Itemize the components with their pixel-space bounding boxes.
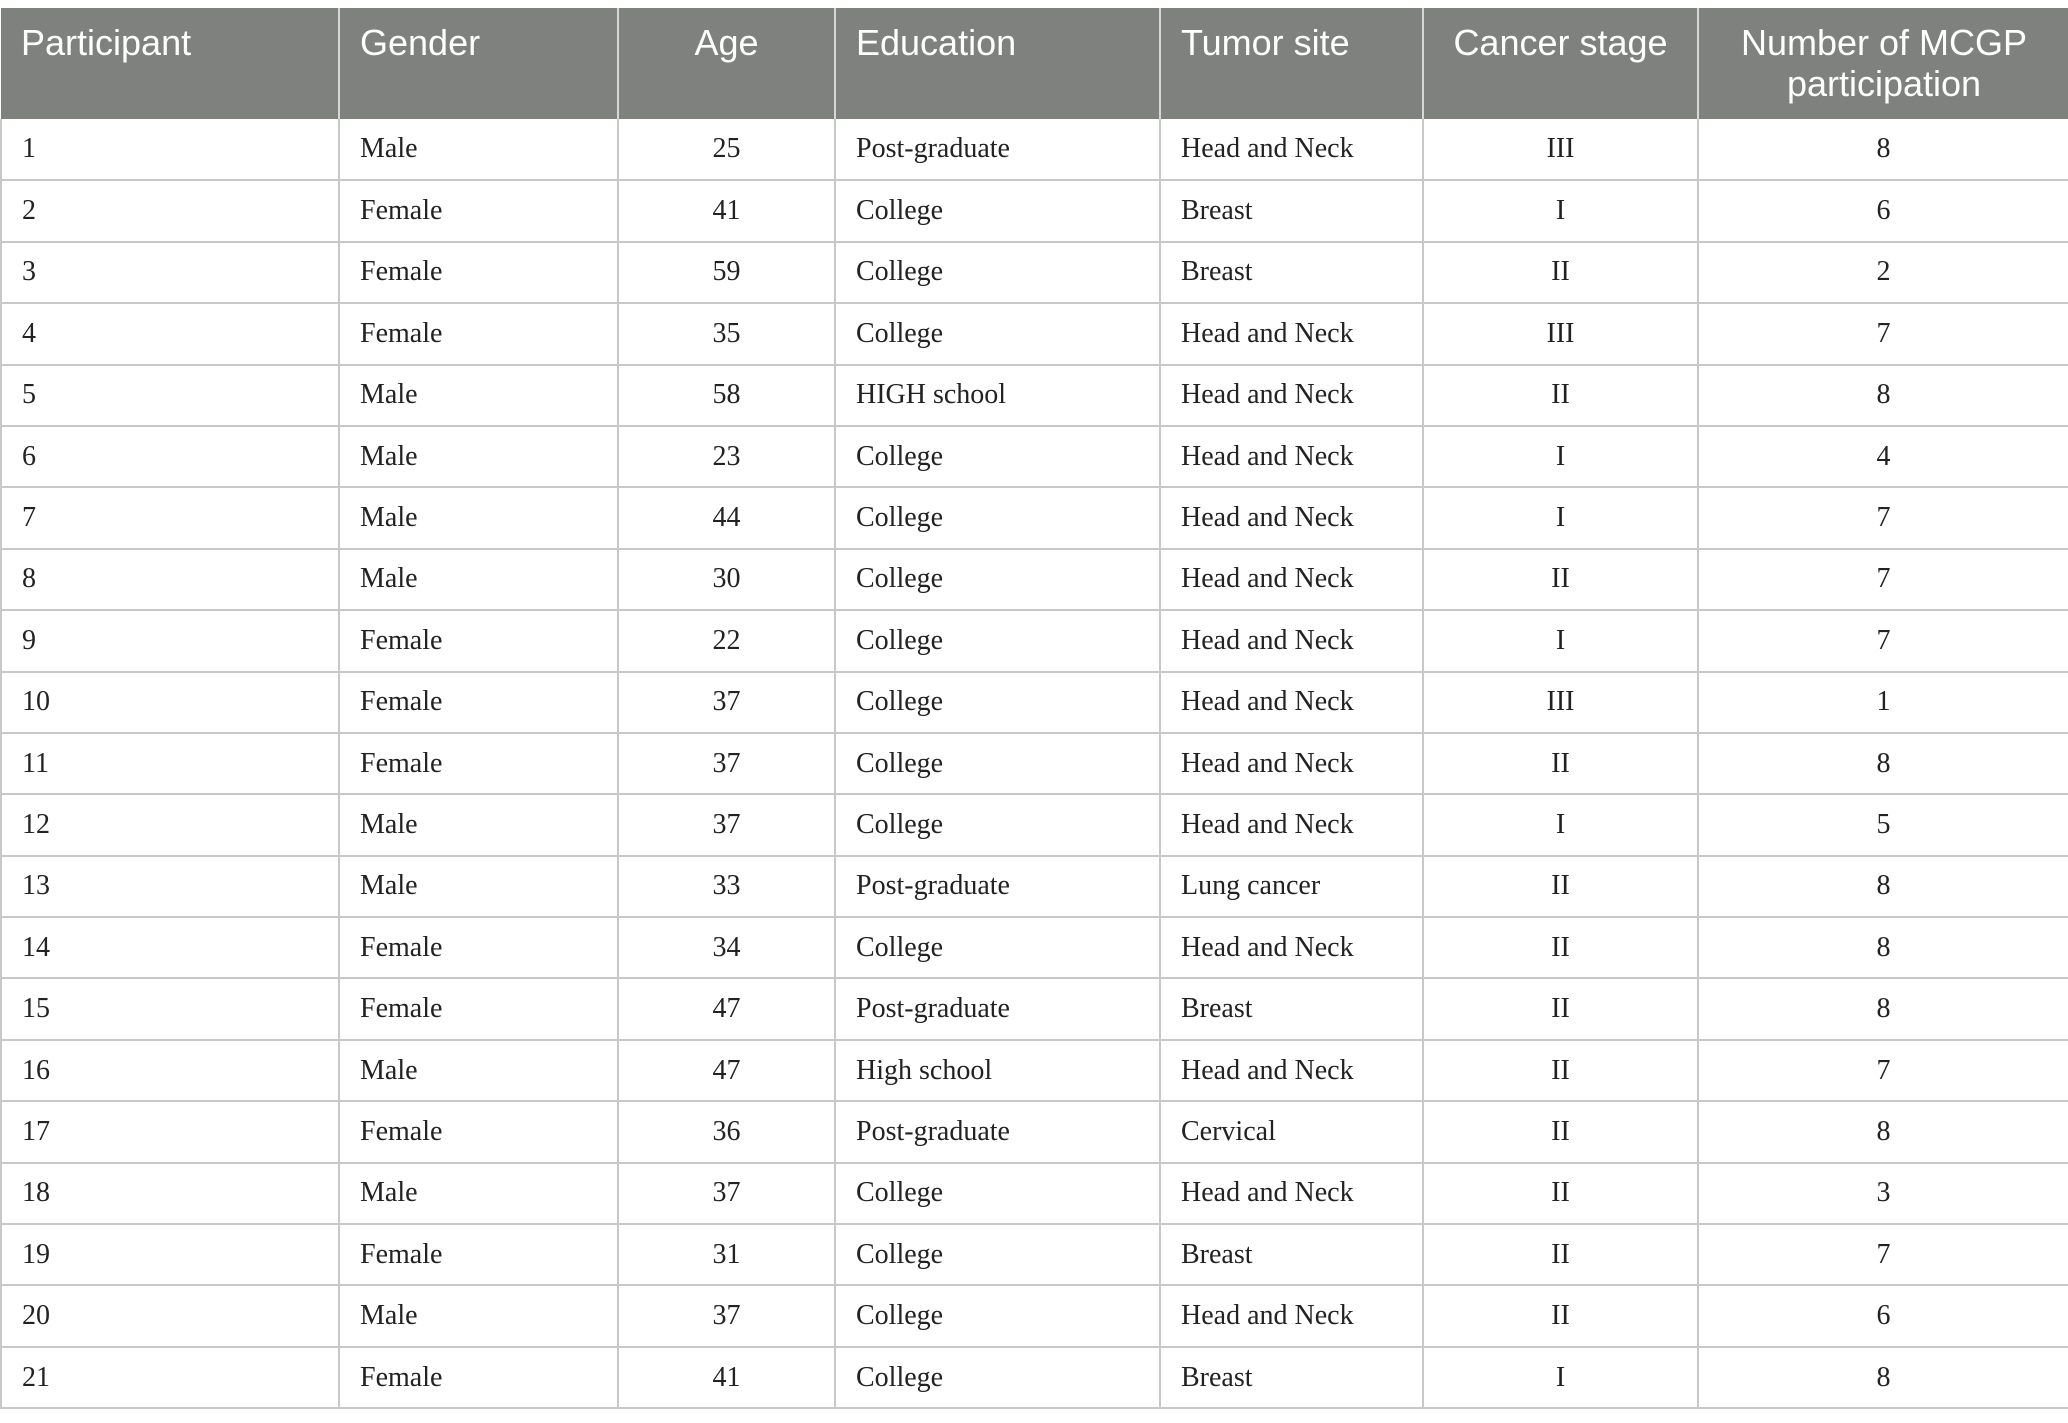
cell-gender: Female [339,978,618,1039]
cell-gender: Male [339,487,618,548]
cell-education: College [835,242,1160,303]
cell-age: 34 [618,917,835,978]
header-age: Age [618,8,835,119]
table-row [1,1347,2068,1408]
cell-tumor-site: Breast [1160,242,1423,303]
cell-education: HIGH school [835,365,1160,426]
cell-tumor-site: Breast [1160,978,1423,1039]
cell-cancer-stage: II [1423,1101,1698,1162]
cell-age: 47 [618,1040,835,1101]
cell-cancer-stage: I [1423,610,1698,671]
cell-education: Post-graduate [835,978,1160,1039]
cell-mcgp-participation: 7 [1698,1040,2068,1101]
cell-age: 44 [618,487,835,548]
cell-participant: 3 [1,242,339,303]
cell-participant: 7 [1,487,339,548]
cell-cancer-stage: II [1423,549,1698,610]
cell-age: 41 [618,1347,835,1408]
cell-tumor-site: Head and Neck [1160,303,1423,364]
cell-tumor-site: Head and Neck [1160,365,1423,426]
cell-mcgp-participation: 3 [1698,1163,2068,1224]
cell-tumor-site: Head and Neck [1160,119,1423,180]
table-row [1,733,2068,794]
cell-age: 30 [618,549,835,610]
cell-age: 37 [618,1285,835,1346]
cell-tumor-site: Head and Neck [1160,1285,1423,1346]
table-row [1,1101,2068,1162]
table-row [1,1163,2068,1224]
cell-tumor-site: Breast [1160,180,1423,241]
table-row [1,978,2068,1039]
cell-cancer-stage: II [1423,242,1698,303]
cell-gender: Male [339,1285,618,1346]
cell-cancer-stage: II [1423,365,1698,426]
cell-mcgp-participation: 7 [1698,1224,2068,1285]
cell-cancer-stage: I [1423,180,1698,241]
table-row [1,1224,2068,1285]
cell-education: College [835,733,1160,794]
cell-participant: 10 [1,672,339,733]
cell-mcgp-participation: 8 [1698,733,2068,794]
cell-mcgp-participation: 6 [1698,1285,2068,1346]
cell-tumor-site: Lung cancer [1160,856,1423,917]
cell-mcgp-participation: 4 [1698,426,2068,487]
cell-age: 35 [618,303,835,364]
header-gender: Gender [339,8,618,119]
cell-age: 23 [618,426,835,487]
table-row [1,794,2068,855]
cell-education: College [835,1347,1160,1408]
cell-mcgp-participation: 7 [1698,303,2068,364]
cell-mcgp-participation: 7 [1698,487,2068,548]
cell-participant: 11 [1,733,339,794]
cell-participant: 21 [1,1347,339,1408]
cell-gender: Male [339,794,618,855]
cell-gender: Female [339,1101,618,1162]
cell-cancer-stage: II [1423,1224,1698,1285]
cell-education: College [835,180,1160,241]
cell-participant: 16 [1,1040,339,1101]
cell-gender: Female [339,1347,618,1408]
cell-mcgp-participation: 8 [1698,1347,2068,1408]
cell-participant: 5 [1,365,339,426]
cell-mcgp-participation: 8 [1698,1101,2068,1162]
cell-gender: Female [339,672,618,733]
cell-tumor-site: Breast [1160,1224,1423,1285]
cell-cancer-stage: II [1423,733,1698,794]
cell-cancer-stage: III [1423,119,1698,180]
table-body [1,119,2068,1408]
cell-gender: Female [339,303,618,364]
cell-age: 33 [618,856,835,917]
cell-cancer-stage: I [1423,487,1698,548]
cell-gender: Male [339,119,618,180]
table-row [1,180,2068,241]
table-row [1,1285,2068,1346]
cell-age: 37 [618,1163,835,1224]
cell-gender: Female [339,1224,618,1285]
cell-age: 37 [618,794,835,855]
cell-education: Post-graduate [835,856,1160,917]
cell-gender: Male [339,856,618,917]
cell-tumor-site: Head and Neck [1160,610,1423,671]
cell-tumor-site: Head and Neck [1160,917,1423,978]
header-participant: Participant [1,8,339,119]
participant-table-container [0,8,2068,1409]
cell-gender: Male [339,549,618,610]
cell-gender: Male [339,1040,618,1101]
cell-education: College [835,610,1160,671]
header-cancer-stage: Cancer stage [1423,8,1698,119]
cell-tumor-site: Head and Neck [1160,426,1423,487]
cell-cancer-stage: I [1423,1347,1698,1408]
cell-cancer-stage: II [1423,1040,1698,1101]
table-row [1,365,2068,426]
table-row [1,610,2068,671]
cell-participant: 6 [1,426,339,487]
cell-participant: 1 [1,119,339,180]
cell-participant: 13 [1,856,339,917]
cell-gender: Male [339,365,618,426]
cell-mcgp-participation: 6 [1698,180,2068,241]
cell-cancer-stage: II [1423,856,1698,917]
cell-tumor-site: Head and Neck [1160,733,1423,794]
cell-mcgp-participation: 5 [1698,794,2068,855]
table-header [1,8,2068,119]
cell-mcgp-participation: 8 [1698,917,2068,978]
cell-cancer-stage: I [1423,426,1698,487]
cell-education: College [835,1224,1160,1285]
cell-age: 25 [618,119,835,180]
cell-tumor-site: Head and Neck [1160,1040,1423,1101]
table-row [1,672,2068,733]
cell-tumor-site: Breast [1160,1347,1423,1408]
cell-cancer-stage: II [1423,978,1698,1039]
cell-participant: 2 [1,180,339,241]
table-row [1,856,2068,917]
cell-education: College [835,917,1160,978]
cell-tumor-site: Head and Neck [1160,549,1423,610]
cell-mcgp-participation: 2 [1698,242,2068,303]
cell-participant: 19 [1,1224,339,1285]
table-row [1,1040,2068,1101]
table-row [1,917,2068,978]
cell-mcgp-participation: 1 [1698,672,2068,733]
cell-gender: Female [339,917,618,978]
cell-mcgp-participation: 8 [1698,119,2068,180]
cell-education: College [835,794,1160,855]
cell-gender: Female [339,610,618,671]
cell-age: 36 [618,1101,835,1162]
cell-mcgp-participation: 8 [1698,856,2068,917]
cell-participant: 17 [1,1101,339,1162]
cell-participant: 18 [1,1163,339,1224]
cell-tumor-site: Cervical [1160,1101,1423,1162]
cell-tumor-site: Head and Neck [1160,672,1423,733]
cell-gender: Male [339,426,618,487]
cell-cancer-stage: II [1423,917,1698,978]
cell-age: 37 [618,672,835,733]
cell-gender: Female [339,180,618,241]
cell-education: College [835,672,1160,733]
cell-tumor-site: Head and Neck [1160,487,1423,548]
cell-cancer-stage: I [1423,794,1698,855]
cell-cancer-stage: III [1423,672,1698,733]
cell-mcgp-participation: 7 [1698,610,2068,671]
cell-education: College [835,549,1160,610]
header-education: Education [835,8,1160,119]
cell-age: 59 [618,242,835,303]
cell-age: 37 [618,733,835,794]
cell-mcgp-participation: 8 [1698,978,2068,1039]
cell-age: 41 [618,180,835,241]
cell-participant: 8 [1,549,339,610]
cell-age: 31 [618,1224,835,1285]
cell-gender: Female [339,242,618,303]
cell-age: 58 [618,365,835,426]
header-row [1,8,2068,119]
cell-cancer-stage: II [1423,1163,1698,1224]
cell-gender: Female [339,733,618,794]
table-row [1,303,2068,364]
header-mcgp-participation: Number of MCGP participation [1698,8,2068,119]
cell-education: College [835,426,1160,487]
cell-tumor-site: Head and Neck [1160,1163,1423,1224]
cell-tumor-site: Head and Neck [1160,794,1423,855]
header-tumor-site: Tumor site [1160,8,1423,119]
cell-age: 22 [618,610,835,671]
table-row [1,119,2068,180]
cell-education: College [835,487,1160,548]
cell-education: College [835,1285,1160,1346]
cell-participant: 4 [1,303,339,364]
cell-education: College [835,303,1160,364]
cell-mcgp-participation: 7 [1698,549,2068,610]
cell-cancer-stage: II [1423,1285,1698,1346]
cell-education: Post-graduate [835,119,1160,180]
cell-education: College [835,1163,1160,1224]
cell-participant: 14 [1,917,339,978]
cell-participant: 20 [1,1285,339,1346]
table-row [1,549,2068,610]
cell-education: High school [835,1040,1160,1101]
cell-participant: 12 [1,794,339,855]
table-row [1,242,2068,303]
table-row [1,426,2068,487]
participant-characteristics-table [0,8,2068,1409]
cell-gender: Male [339,1163,618,1224]
cell-participant: 15 [1,978,339,1039]
cell-mcgp-participation: 8 [1698,365,2068,426]
cell-age: 47 [618,978,835,1039]
cell-cancer-stage: III [1423,303,1698,364]
cell-participant: 9 [1,610,339,671]
table-row [1,487,2068,548]
cell-education: Post-graduate [835,1101,1160,1162]
